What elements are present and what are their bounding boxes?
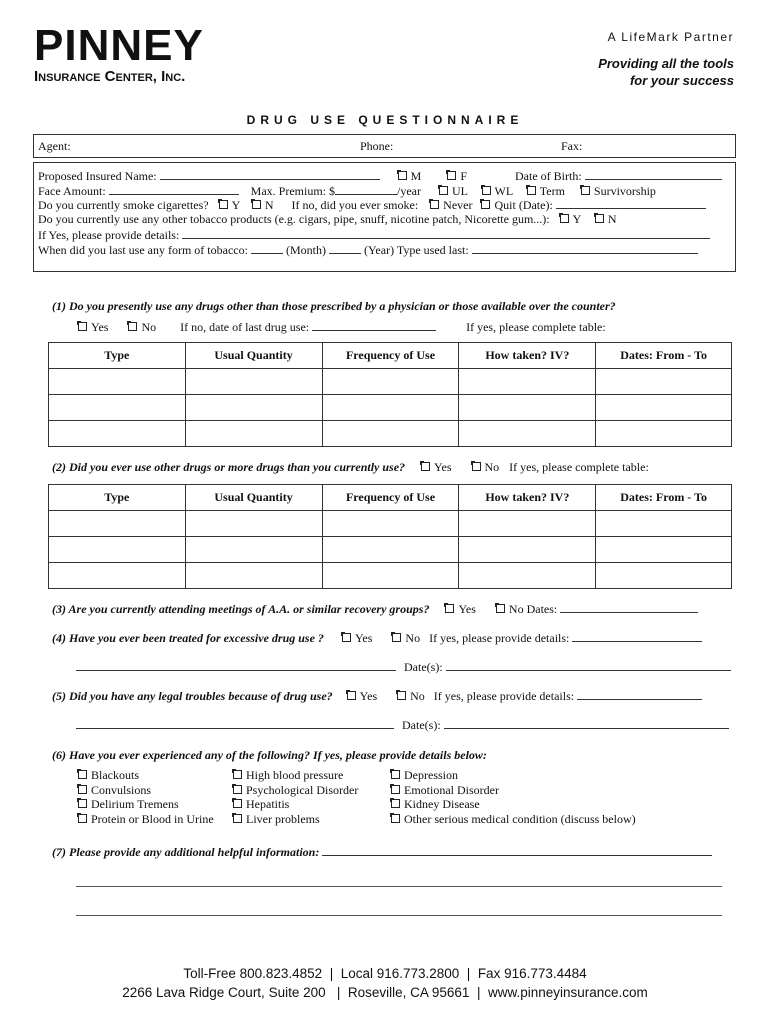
table-row [49,421,732,447]
insured-row-6 [38,242,698,257]
q3-text: (3) Are you currently attending meetings of A.A. or similar recovery groups? [52,602,430,616]
condition-label: Blackouts [91,768,139,782]
col-dates: Dates: From - To [596,485,732,511]
liver-problems-checkbox[interactable] [233,814,242,823]
q5-details-continued-field[interactable] [76,717,394,729]
table-cell[interactable] [596,511,732,537]
high-blood-pressure-checkbox[interactable] [233,770,242,779]
wl-checkbox[interactable] [482,186,491,195]
table-cell[interactable] [596,421,732,447]
q6-col-2 [233,768,358,826]
condition-item [391,797,636,812]
table-cell[interactable] [322,537,459,563]
condition-label: High blood pressure [246,768,344,782]
insured-row-4 [38,212,617,226]
condition-item [78,783,214,798]
term-checkbox[interactable] [527,186,536,195]
table-cell[interactable] [459,563,596,589]
premium-field[interactable] [335,183,397,195]
ul-label: UL [451,184,468,198]
table-cell[interactable] [49,511,186,537]
table-row [49,537,732,563]
q2-complete-label: If yes, please complete table: [509,460,649,474]
table-cell[interactable] [596,537,732,563]
tobacco-details-label: If Yes, please provide details: [38,228,180,242]
condition-item [78,797,214,812]
q2-no-checkbox[interactable] [472,462,481,471]
q3-no-checkbox[interactable] [496,604,505,613]
convulsions-checkbox[interactable] [78,785,87,794]
table-cell[interactable] [49,421,186,447]
month-label: (Month) [285,243,326,257]
psychological-disorder-checkbox[interactable] [233,785,242,794]
smoke-no-label: N [264,198,274,212]
tagline [598,55,734,89]
q7-text: (7) Please provide any additional helpful information: [52,845,320,859]
last-use-year-field[interactable] [329,242,361,254]
q5-dates-field[interactable] [444,717,729,729]
q2-yes-label: Yes [434,460,452,474]
col-frequency: Frequency of Use [322,485,459,511]
condition-item [391,783,636,798]
insured-name-label: Proposed Insured Name: [38,169,157,183]
table-cell[interactable] [185,511,322,537]
q5-details-label: If yes, please provide details: [433,689,575,703]
col-how-taken: How taken? IV? [459,485,596,511]
smoke-yes-label: Y [231,198,240,212]
q1-complete-label: If yes, please complete table: [466,320,606,334]
table-cell[interactable] [185,369,322,395]
smoke-question: Do you currently smoke cigarettes? [38,198,209,212]
q4-no-checkbox[interactable] [392,633,401,642]
depression-checkbox[interactable] [391,770,400,779]
q1-no-label: No [141,320,157,334]
q4-yes-label: Yes [354,631,373,645]
insured-row-2 [38,183,656,198]
protein-blood-urine-checkbox[interactable] [78,814,87,823]
q4-yes-checkbox[interactable] [342,633,351,642]
phone-label: Phone: [360,139,394,153]
tobacco-question: Do you currently use any other tobacco products (e.g. cigars, pipe, snuff, nicotine patch, Nicorette gum...): [38,212,550,226]
male-checkbox[interactable] [398,171,407,180]
ever-smoke-label: If no, did you ever smoke: [291,198,419,212]
q5-details-field[interactable] [577,688,702,700]
survivorship-label: Survivorship [593,184,656,198]
table-cell[interactable] [322,421,459,447]
table-row [49,563,732,589]
q3-yes-checkbox[interactable] [445,604,454,613]
condition-label: Kidney Disease [404,797,480,812]
smoke-yes-checkbox[interactable] [219,200,228,209]
table-cell[interactable] [322,563,459,589]
type-used-field[interactable] [472,242,698,254]
condition-item [233,797,358,812]
q6-col-1 [78,768,214,826]
q5-yes-checkbox[interactable] [347,691,356,700]
tobacco-yes-checkbox[interactable] [560,214,569,223]
quit-date-field[interactable] [556,197,706,209]
col-dates: Dates: From - To [596,343,732,369]
table-cell[interactable] [596,369,732,395]
col-type: Type [49,485,186,511]
table-cell[interactable] [185,421,322,447]
col-usual-quantity: Usual Quantity [185,343,322,369]
term-label: Term [539,184,565,198]
male-label: M [410,169,422,183]
table-cell[interactable] [459,395,596,421]
col-frequency: Frequency of Use [322,343,459,369]
female-label: F [460,169,467,183]
condition-label: Psychological Disorder [246,782,359,797]
footer-contact: Toll-Free 800.823.4852 | Local 916.773.2800 | Fax 916.773.4484 [183,966,587,981]
condition-item [391,768,636,783]
table-cell[interactable] [459,537,596,563]
tagline-line-1: Providing all the tools [598,56,734,71]
q3-row [52,601,698,616]
q1-date-last-label: If no, date of last drug use: [180,320,310,334]
table-cell[interactable] [49,563,186,589]
condition-label: Depression [404,768,458,782]
ul-checkbox[interactable] [439,186,448,195]
q5-row [52,688,702,703]
q2-no-label: No [484,460,500,474]
q5-dates-row [76,717,729,732]
female-checkbox[interactable] [447,171,456,180]
face-amount-label: Face Amount: [38,184,106,198]
footer-address: 2266 Lava Ridge Court, Suite 200 | Roseville, CA 95661 | www.pinneyinsurance.com [122,985,648,1000]
wl-label: WL [494,184,513,198]
face-amount-field[interactable] [109,183,239,195]
agent-label: Agent: [38,139,71,153]
q7-field-line-3[interactable] [76,915,722,916]
q4-dates-row [76,659,731,674]
logo-sub: Insurance Center, Inc. [34,68,186,85]
table-row [49,511,732,537]
q4-no-label: No [405,631,421,645]
last-use-month-field[interactable] [251,242,283,254]
logo [34,21,204,85]
kidney-disease-checkbox[interactable] [391,799,400,808]
condition-label: Protein or Blood in Urine [91,811,214,826]
q5-no-checkbox[interactable] [397,691,406,700]
condition-item [78,768,214,783]
condition-item [233,783,358,798]
dob-field[interactable] [585,168,722,180]
tagline-line-2: for your success [629,73,734,88]
premium-label: Max. Premium: $ [250,184,335,198]
tobacco-no-checkbox[interactable] [595,214,604,223]
smoke-no-checkbox[interactable] [252,200,261,209]
q1-drug-table [48,342,732,447]
table-cell[interactable] [596,563,732,589]
table-cell[interactable] [596,395,732,421]
q7-field-line-2[interactable] [76,886,722,887]
q1-yes-checkbox[interactable] [78,322,87,331]
table-cell[interactable] [185,537,322,563]
table-row [49,369,732,395]
q1-answer-row [78,319,606,334]
insured-row-1 [38,168,722,183]
type-used-label: Type used last: [396,243,469,257]
condition-label: Liver problems [246,811,320,826]
condition-label: Other serious medical condition (discuss below) [404,811,636,826]
quit-checkbox[interactable] [481,200,490,209]
q1-text: (1) Do you presently use any drugs other than those prescribed by a physician or those available over the counter? [52,299,616,313]
col-how-taken: How taken? IV? [459,343,596,369]
year-label: (Year) [363,243,395,257]
table-cell[interactable] [185,563,322,589]
survivorship-checkbox[interactable] [581,186,590,195]
table-cell[interactable] [185,395,322,421]
q5-yes-label: Yes [359,689,378,703]
q2-text: (2) Did you ever use other drugs or more drugs than you currently use? [52,460,406,474]
condition-item [233,768,358,783]
q5-text: (5) Did you have any legal troubles because of drug use? [52,689,333,703]
condition-item [233,812,358,827]
q7-field-line-1[interactable] [322,844,712,856]
blackouts-checkbox[interactable] [78,770,87,779]
table-cell[interactable] [322,395,459,421]
q1-date-last-field[interactable] [312,319,436,331]
condition-label: Delirium Tremens [91,797,179,812]
page-title: DRUG USE QUESTIONNAIRE [246,113,524,127]
table-cell[interactable] [459,421,596,447]
table-cell[interactable] [49,537,186,563]
q3-no-label: No [508,602,524,616]
q2-row [52,460,649,474]
q6-col-3 [391,768,636,826]
q3-yes-label: Yes [458,602,476,616]
tobacco-details-field[interactable] [182,227,710,239]
q1-no-checkbox[interactable] [128,322,137,331]
dob-label: Date of Birth: [515,169,582,183]
q4-dates-field[interactable] [446,659,731,671]
table-cell[interactable] [322,511,459,537]
table-header-row [49,343,732,369]
q7-row [52,844,712,859]
delirium-tremens-checkbox[interactable] [78,799,87,808]
logo-main: PINNEY [34,21,204,70]
q6-text: (6) Have you ever experienced any of the following? If yes, please provide details below: [52,748,487,762]
condition-item [78,812,214,827]
insured-row-3 [38,197,706,212]
fax-label: Fax: [561,139,583,153]
q5-dates-label: Date(s): [402,718,441,732]
q5-no-label: No [410,689,425,703]
q4-details-label: If yes, please provide details: [429,631,570,645]
emotional-disorder-checkbox[interactable] [391,785,400,794]
condition-label: Emotional Disorder [404,782,499,797]
q4-dates-label: Date(s): [404,660,443,674]
quit-label: Quit (Date): [494,198,553,212]
hepatitis-checkbox[interactable] [233,799,242,808]
insured-row-5 [38,227,710,242]
last-use-label: When did you last use any form of tobacco: [38,243,248,257]
partner-text: A LifeMark Partner [607,30,734,44]
col-type: Type [49,343,186,369]
tobacco-no-label: N [607,212,617,226]
table-cell[interactable] [459,369,596,395]
table-cell[interactable] [322,369,459,395]
table-header-row [49,485,732,511]
table-cell[interactable] [49,395,186,421]
condition-item [391,812,636,827]
q3-dates-label: Dates: [526,602,558,616]
q2-yes-checkbox[interactable] [421,462,430,471]
table-row [49,395,732,421]
col-usual-quantity: Usual Quantity [185,485,322,511]
never-label: Never [443,198,473,212]
q3-dates-field[interactable] [560,601,698,613]
q4-details-field[interactable] [572,630,702,642]
table-cell[interactable] [459,511,596,537]
per-year-label: /year [397,184,421,198]
insured-name-field[interactable] [160,168,380,180]
q4-details-continued-field[interactable] [76,659,396,671]
q4-row [52,630,702,645]
tobacco-yes-label: Y [572,212,581,226]
condition-label: Convulsions [91,782,152,797]
table-cell[interactable] [49,369,186,395]
q2-drug-table [48,484,732,589]
condition-label: Hepatitis [246,797,290,812]
q1-yes-label: Yes [91,320,109,334]
agent-box [33,134,736,158]
q4-text: (4) Have you ever been treated for excessive drug use ? [52,631,324,645]
never-checkbox[interactable] [430,200,439,209]
other-condition-checkbox[interactable] [391,814,400,823]
